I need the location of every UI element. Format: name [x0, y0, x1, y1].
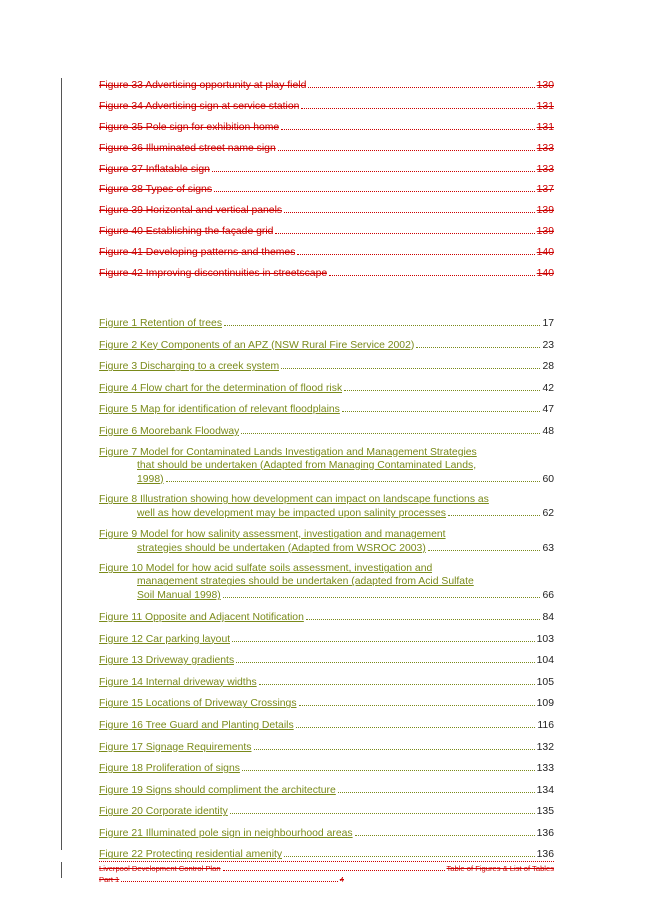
page-number: 28	[542, 361, 554, 373]
dot-leader	[296, 718, 536, 728]
figure-entry[interactable]	[99, 338, 554, 352]
figure-link[interactable]: Figure 17 Signage Requirements	[99, 741, 252, 753]
dot-leader	[275, 224, 534, 234]
figure-link[interactable]: Figure 3 Discharging to a creek system	[99, 361, 280, 373]
figure-link[interactable]: Figure 35 Pole sign for exhibition home	[99, 121, 280, 133]
deleted-figure-entry[interactable]	[99, 182, 554, 203]
figure-entry[interactable]	[99, 424, 554, 438]
figure-link[interactable]: 1998)	[137, 473, 164, 485]
dot-leader	[166, 472, 541, 482]
page-number: 133	[536, 163, 554, 175]
dot-leader	[344, 381, 540, 391]
deleted-figure-entry[interactable]	[99, 120, 554, 141]
figure-link[interactable]: Figure 36 Illuminated street name sign	[99, 142, 276, 154]
figure-link[interactable]: Figure 12 Car parking layout	[99, 633, 231, 645]
dot-leader	[278, 141, 535, 151]
entry-line	[99, 562, 554, 575]
figure-link[interactable]: Figure 4 Flow chart for the determination of flood risk	[99, 382, 343, 394]
dot-leader	[284, 847, 535, 857]
dot-leader	[232, 632, 535, 642]
page-number: 47	[542, 404, 554, 416]
footer-divider	[99, 861, 554, 862]
figure-link[interactable]: Figure 19 Signs should compliment the architecture	[99, 784, 336, 796]
figure-link[interactable]: Figure 1 Retention of trees	[99, 318, 223, 329]
figure-entry[interactable]	[99, 718, 554, 732]
dot-leader	[212, 162, 535, 172]
footer-part: Part 1	[99, 875, 120, 884]
figure-link[interactable]: Figure 6 Moorebank Floodway	[99, 425, 240, 437]
figure-link[interactable]: Figure 10 Model for how acid sulfate soils assessment, investigation and	[99, 563, 433, 575]
entry-line	[99, 783, 554, 797]
figure-link[interactable]: Soil Manual 1998)	[137, 590, 221, 602]
dot-leader	[428, 541, 541, 551]
entry-line	[99, 696, 554, 710]
figure-link[interactable]: Figure 33 Advertising opportunity at play field	[99, 80, 307, 91]
dot-leader	[236, 653, 535, 663]
figure-entry[interactable]	[99, 632, 554, 646]
figure-entry[interactable]	[99, 402, 554, 416]
figure-link[interactable]: that should be undertaken (Adapted from Managing Contaminated Lands,	[137, 459, 477, 471]
entry-line	[99, 847, 554, 861]
figure-link[interactable]: Figure 37 Inflatable sign	[99, 163, 210, 175]
dot-leader	[299, 696, 535, 706]
entry-line	[99, 632, 554, 646]
page-number: 140	[536, 268, 554, 280]
footer-leader	[223, 863, 445, 871]
page-number: 103	[536, 633, 554, 645]
figure-entry[interactable]	[99, 675, 554, 689]
entry-line	[99, 653, 554, 667]
entry-line	[99, 424, 554, 438]
entry-line	[99, 528, 554, 541]
page-number: 132	[536, 741, 554, 753]
entry-row	[99, 266, 554, 280]
page-number: 104	[536, 655, 554, 667]
figure-entry[interactable]	[99, 653, 554, 667]
page-number: 23	[542, 339, 554, 351]
page-number: 135	[536, 806, 554, 818]
dot-leader	[297, 245, 534, 255]
margin-rule-footer	[61, 862, 62, 878]
dot-leader	[259, 675, 535, 685]
entry-line	[99, 740, 554, 754]
figure-entry[interactable]	[99, 847, 554, 861]
table-of-figures	[99, 316, 554, 869]
dot-leader	[242, 761, 535, 771]
page-number: 60	[542, 473, 554, 485]
dot-leader	[241, 424, 540, 434]
page-number: 134	[536, 784, 554, 796]
entry-line	[99, 506, 554, 520]
dot-leader	[416, 338, 540, 348]
page-number: 136	[536, 849, 554, 861]
deleted-figure-entry[interactable]	[99, 224, 554, 245]
figure-link[interactable]: Figure 2 Key Components of an APZ (NSW Rural Fire Service 2002)	[99, 339, 415, 351]
footer-document-title: Liverpool Development Control Plan	[99, 864, 221, 873]
entry-row	[99, 162, 554, 176]
figure-link[interactable]: strategies should be undertaken (Adapted from WSROC 2003)	[137, 542, 426, 554]
figure-entry[interactable]	[99, 610, 554, 624]
page-number: 84	[542, 611, 554, 623]
entry-line	[99, 718, 554, 732]
figure-link[interactable]: Figure 39 Horizontal and vertical panels	[99, 205, 283, 217]
page-number: 139	[536, 226, 554, 238]
footer-page-number: 4	[339, 875, 344, 884]
page-number: 133	[536, 142, 554, 154]
figure-entry[interactable]	[99, 783, 554, 797]
entry-line	[99, 359, 554, 373]
entry-line	[99, 459, 554, 472]
deleted-figure-entry[interactable]	[99, 141, 554, 162]
figure-link[interactable]: Figure 41 Developing patterns and themes	[99, 247, 296, 259]
figure-entry[interactable]	[99, 493, 554, 520]
page-number: 131	[536, 121, 554, 133]
figure-link[interactable]: Figure 16 Tree Guard and Planting Details	[99, 719, 294, 731]
deleted-figure-entry[interactable]	[99, 162, 554, 183]
figure-entry[interactable]	[99, 446, 554, 486]
figure-entry[interactable]	[99, 381, 554, 395]
figure-link[interactable]: Figure 34 Advertising sign at service station	[99, 100, 300, 112]
entry-row	[99, 224, 554, 238]
figure-link[interactable]: Figure 38 Types of signs	[99, 184, 213, 196]
entry-row	[99, 182, 554, 196]
deleted-figures-list	[99, 78, 554, 287]
dot-leader	[281, 359, 540, 369]
page-number: 105	[536, 676, 554, 688]
page-number: 136	[536, 827, 554, 839]
entry-row	[99, 203, 554, 217]
dot-leader	[214, 182, 535, 192]
entry-row	[99, 78, 554, 92]
page-number: 66	[542, 590, 554, 602]
entry-row	[99, 245, 554, 259]
footer-row-2	[99, 874, 344, 885]
dot-leader	[254, 740, 535, 750]
dot-leader	[338, 783, 535, 793]
figure-entry[interactable]	[99, 696, 554, 710]
page-footer	[99, 863, 554, 885]
footer-section-title: Table of Figures & List of Tables	[446, 864, 554, 873]
figure-entry[interactable]	[99, 359, 554, 373]
figure-link[interactable]: Figure 11 Opposite and Adjacent Notification	[99, 611, 304, 623]
entry-line	[99, 761, 554, 775]
entry-line	[99, 588, 554, 602]
dot-leader	[224, 316, 540, 326]
deleted-figure-entry[interactable]	[99, 245, 554, 266]
figure-link[interactable]: well as how development may be impacted upon salinity processes	[137, 508, 446, 520]
entry-line	[99, 610, 554, 624]
deleted-figure-entry[interactable]	[99, 99, 554, 120]
deleted-figure-entry[interactable]	[99, 266, 554, 287]
dot-leader	[284, 203, 535, 213]
dot-leader	[448, 506, 540, 516]
page-number: 17	[542, 318, 554, 329]
entry-line	[99, 381, 554, 395]
figure-link[interactable]: Figure 40 Establishing the façade grid	[99, 226, 274, 238]
page-number: 63	[542, 542, 554, 554]
dot-leader	[230, 804, 535, 814]
dot-leader	[355, 826, 535, 836]
dot-leader	[329, 266, 535, 276]
page-number: 139	[536, 205, 554, 217]
margin-rule	[61, 78, 62, 850]
entry-line	[99, 338, 554, 352]
page-number: 42	[542, 382, 554, 394]
entry-line	[99, 493, 554, 506]
entry-row	[99, 99, 554, 113]
figure-entry[interactable]	[99, 740, 554, 754]
figure-entry[interactable]	[99, 826, 554, 840]
figure-entry[interactable]	[99, 562, 554, 602]
page-number: 131	[536, 100, 554, 112]
figure-link[interactable]: Figure 14 Internal driveway widths	[99, 676, 257, 688]
page-number: 62	[542, 508, 554, 520]
figure-link[interactable]: Figure 7 Model for Contaminated Lands Investigation and Management Strategies	[99, 446, 477, 458]
figure-link[interactable]: management strategies should be undertaken (adapted from Acid Sulfate	[137, 576, 474, 588]
entry-line	[99, 826, 554, 840]
entry-row	[99, 120, 554, 134]
figure-link[interactable]: Figure 15 Locations of Driveway Crossings	[99, 698, 297, 710]
deleted-figure-entry[interactable]	[99, 78, 554, 99]
page-number: 130	[536, 80, 554, 91]
entry-line	[99, 575, 554, 588]
dot-leader	[342, 402, 541, 412]
footer-leader	[121, 874, 338, 882]
figure-link[interactable]: Figure 13 Driveway gradients	[99, 655, 235, 667]
entry-line	[99, 541, 554, 555]
figure-link[interactable]: Figure 20 Corporate identity	[99, 806, 228, 818]
deleted-figure-entry[interactable]	[99, 203, 554, 224]
dot-leader	[306, 610, 541, 620]
figure-entry[interactable]	[99, 804, 554, 818]
page-number: 140	[536, 247, 554, 259]
entry-line	[99, 472, 554, 486]
figure-entry[interactable]	[99, 528, 554, 555]
figure-link[interactable]: Figure 18 Proliferation of signs	[99, 763, 240, 775]
dot-leader	[223, 588, 541, 598]
entry-line	[99, 804, 554, 818]
dot-leader	[308, 78, 534, 88]
figure-link[interactable]: Figure 9 Model for how salinity assessment, investigation and management	[99, 528, 446, 540]
footer-row-1	[99, 863, 554, 874]
page-number: 137	[536, 184, 554, 196]
figure-link[interactable]: Figure 8 Illustration showing how development can impact on landscape functions as	[99, 494, 489, 506]
figure-link[interactable]: Figure 5 Map for identification of relevant floodplains	[99, 404, 340, 416]
entry-line	[99, 402, 554, 416]
figure-link[interactable]: Figure 22 Protecting residential amenity	[99, 849, 283, 861]
dot-leader	[301, 99, 534, 109]
figure-entry[interactable]	[99, 316, 554, 330]
entry-line	[99, 675, 554, 689]
page-number: 109	[536, 698, 554, 710]
page-number: 133	[536, 763, 554, 775]
page-number: 48	[542, 425, 554, 437]
entry-line	[99, 446, 554, 459]
figure-link[interactable]: Figure 42 Improving discontinuities in streetscape	[99, 268, 328, 280]
dot-leader	[281, 120, 534, 130]
entry-row	[99, 141, 554, 155]
figure-link[interactable]: Figure 21 Illuminated pole sign in neighbourhood areas	[99, 827, 353, 839]
figure-entry[interactable]	[99, 761, 554, 775]
page-number: 116	[537, 719, 554, 731]
entry-line	[99, 316, 554, 330]
